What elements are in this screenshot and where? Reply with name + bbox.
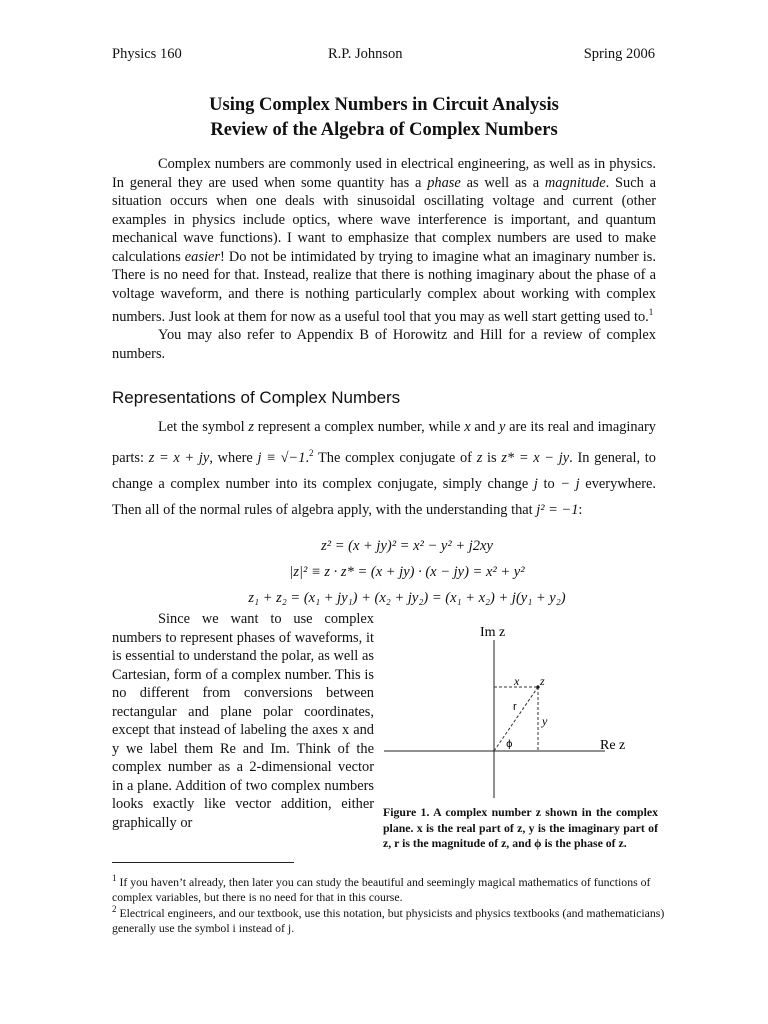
title-line-1: Using Complex Numbers in Circuit Analysis — [209, 95, 559, 115]
im-label: Im z — [480, 625, 506, 640]
section-paragraph-1: Let the symbol z represent a complex number, while x and y are its real and imaginary parts: z = x + jy, where j ≡ √−1.$^2$ The complex conjugate of z is z* = x − jy. In general, to change a complex number into its complex conjugate, simply change j to − j everywhere. Then all of the normal rules of algebra apply, with the understanding that j² = −1: — [112, 419, 657, 518]
intro-paragraph-2: You may also refer to Appendix B of Horowitz and Hill for a review of complex numbers. — [112, 327, 656, 362]
equation-square: z² = (x + jy)² = x² − y² + j2xy — [321, 538, 493, 554]
section-paragraph-2: Since we want to use complex numbers to represent phases of waveforms, it is essential to understand the polar, as well as Cartesian, form of a complex number. This is no different from conversions between rectangular and plane polar coordinates, except that instead of labeling the axes x and y we label them Re and Im. Think of the complex number as a 2-dimensional vector in a plane. Addition of two complex numbers looks exactly like vector addition, either graphically or — [112, 611, 374, 831]
figure-caption: Figure 1. A complex number z shown in the complex plane. x is the real part of z, y is the imaginary part of z, r is the magnitude of z, and ϕ is the phase of z. — [383, 805, 658, 850]
footnote-1: $^1$ If you haven’t already, then later you can study the beautiful and seemingly magical mathematics of functions of complex variables, but there is no need for that in this course. — [112, 873, 651, 904]
footnote-2: $^2$ Electrical engineers, and our textbook, use this notation, but physicists and physics textbooks (and mathematicians) generally use the symbol i instead of j. — [112, 904, 665, 935]
header-author: R.P. Johnson — [328, 46, 403, 62]
complex-plane-figure — [380, 610, 660, 800]
r-vector — [494, 687, 538, 751]
x-label: x — [514, 674, 520, 688]
title-line-2: Review of the Algebra of Complex Numbers — [210, 120, 558, 140]
re-label: Re z — [600, 738, 626, 753]
intro — [112, 155, 656, 363]
equation-magnitude: |z|² ≡ z · z* = (x + jy) · (x − jy) = x² + y² — [289, 564, 525, 580]
z-label: z — [540, 674, 545, 688]
r-label: r — [513, 701, 517, 713]
header-term: Spring 2006 — [583, 46, 655, 62]
header-course: Physics 160 — [112, 46, 182, 62]
phi-label: ϕ — [506, 739, 513, 750]
footnote-divider — [112, 862, 294, 863]
section-heading: Representations of Complex Numbers — [112, 388, 401, 407]
y-label: y — [542, 714, 548, 728]
equation-sum: z₁ + z₂ = (x₁ + jy₁) + (x₂ + jy₂) = (x₁ + x₂) + j(y₁ + y₂) — [248, 590, 566, 606]
intro-paragraph-1: Complex numbers are commonly used in electrical engineering, as well as in physics. In general they are used when some quantity has a phase as well as a magnitude. Such a situation occurs when one deals with sinusoidal oscillating voltage and current (other examples in physics include optics, where wave interference is important, and quantum mechanical wave functions). I want to emphasize that complex numbers are used to make calculations easier! Do not be intimidated by trying to imagine what an imaginary number is. There is no need for that. Instead, realize that there is nothing imaginary about the phase of a voltage waveform, and there is nothing particularly complex about working with complex numbers. Just look at them for now as a useful tool that you may as well start getting used to.$^1$ — [112, 156, 656, 325]
